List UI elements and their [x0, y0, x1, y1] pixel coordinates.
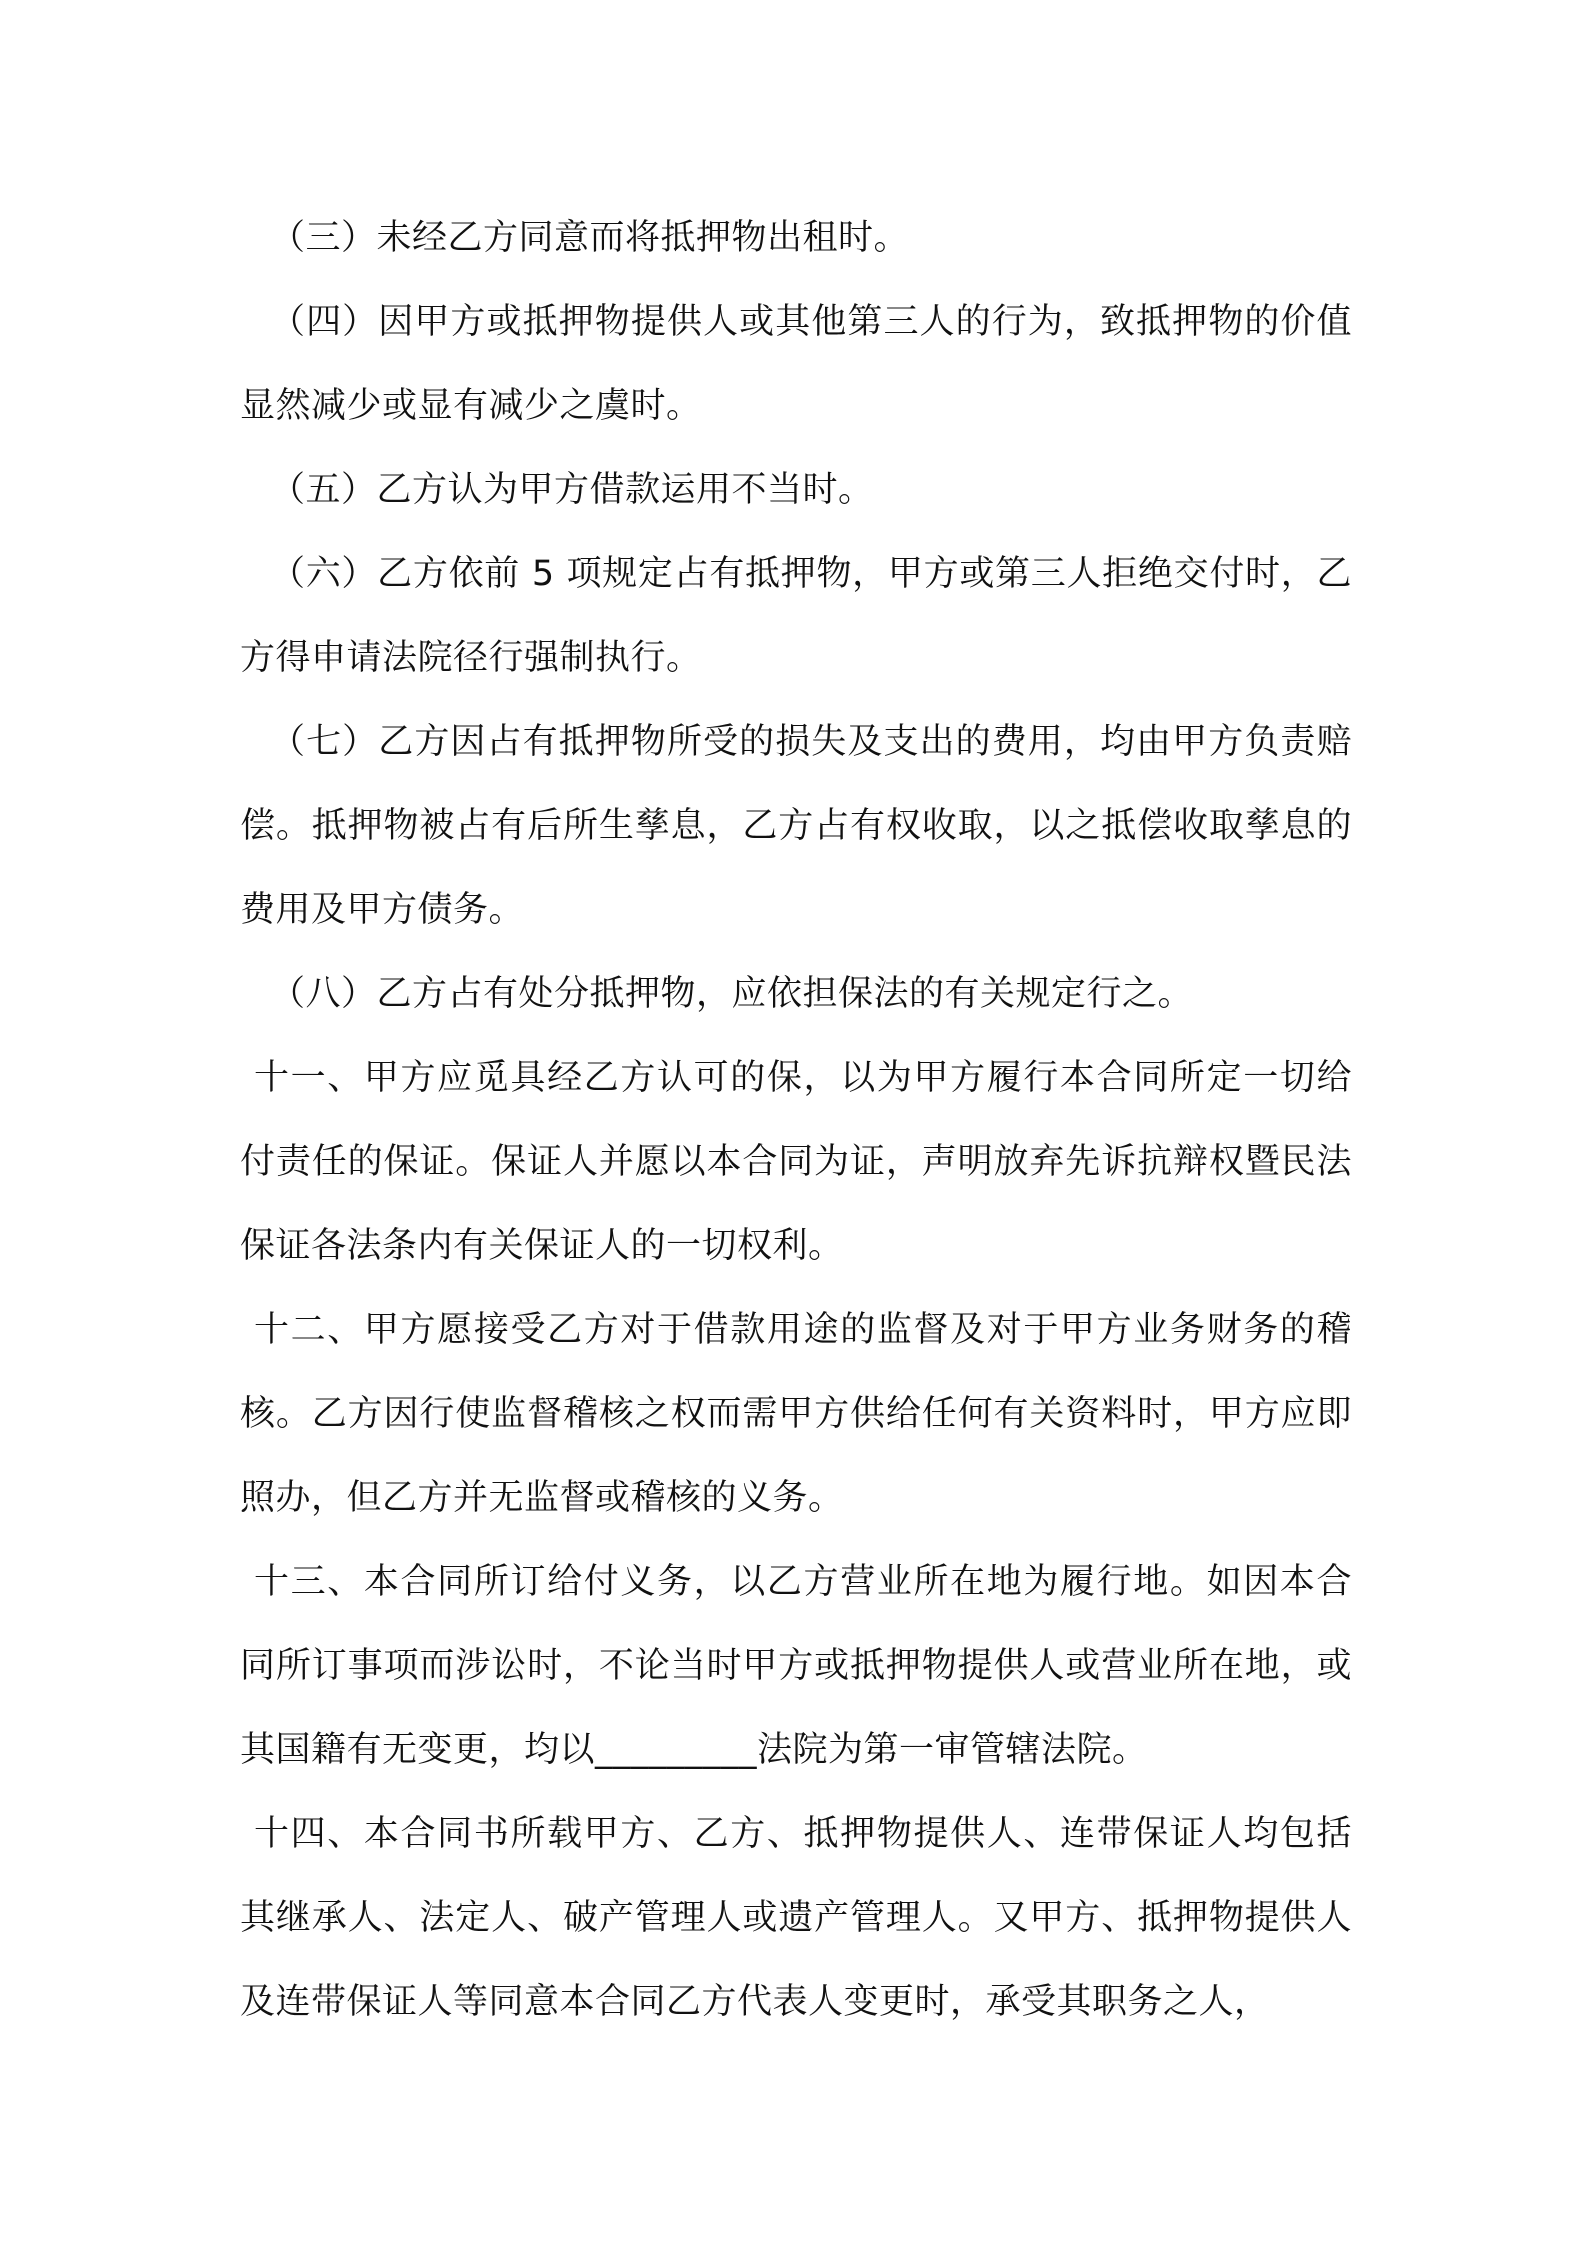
clause-11: 十一、甲方应觅具经乙方认可的保，以为甲方履行本合同所定一切给付责任的保证。保证人并愿以本合同为证，声明放弃先诉抗辩权暨民法保证各法条内有关保证人的一切权利。	[240, 1058, 1352, 1266]
paragraph-item-3: （三）未经乙方同意而将抵押物出租时。	[270, 218, 910, 258]
clause-14: 十四、本合同书所载甲方、乙方、抵押物提供人、连带保证人均包括其继承人、法定人、破产管理人或遗产管理人。又甲方、抵押物提供人及连带保证人等同意本合同乙方代表人变更时，承受其职务之人，	[240, 1814, 1352, 2022]
clause-13: 十三、本合同所订给付义务，以乙方营业所在地为履行地。如因本合同所订事项而涉讼时，不论当时甲方或抵押物提供人或营业所在地，或其国籍有无变更，均以_________法院为第一审管辖法院。	[240, 1562, 1352, 1770]
paragraph-item-5: （五）乙方认为甲方借款运用不当时。	[270, 470, 874, 510]
paragraph-item-6: （六）乙方依前 5 项规定占有抵押物，甲方或第三人拒绝交付时，乙方得申请法院径行强制执行。	[240, 554, 1352, 678]
document-page	[240, 196, 1352, 2044]
paragraph-item-7: （七）乙方因占有抵押物所受的损失及支出的费用，均由甲方负责赔偿。抵押物被占有后所生孳息，乙方占有权收取，以之抵偿收取孳息的费用及甲方债务。	[240, 722, 1352, 930]
paragraph-item-8: （八）乙方占有处分抵押物，应依担保法的有关规定行之。	[270, 974, 1194, 1014]
clause-12: 十二、甲方愿接受乙方对于借款用途的监督及对于甲方业务财务的稽核。乙方因行使监督稽核之权而需甲方供给任何有关资料时，甲方应即照办，但乙方并无监督或稽核的义务。	[240, 1310, 1352, 1518]
paragraph-item-4: （四）因甲方或抵押物提供人或其他第三人的行为，致抵押物的价值显然减少或显有减少之虞时。	[240, 302, 1352, 426]
